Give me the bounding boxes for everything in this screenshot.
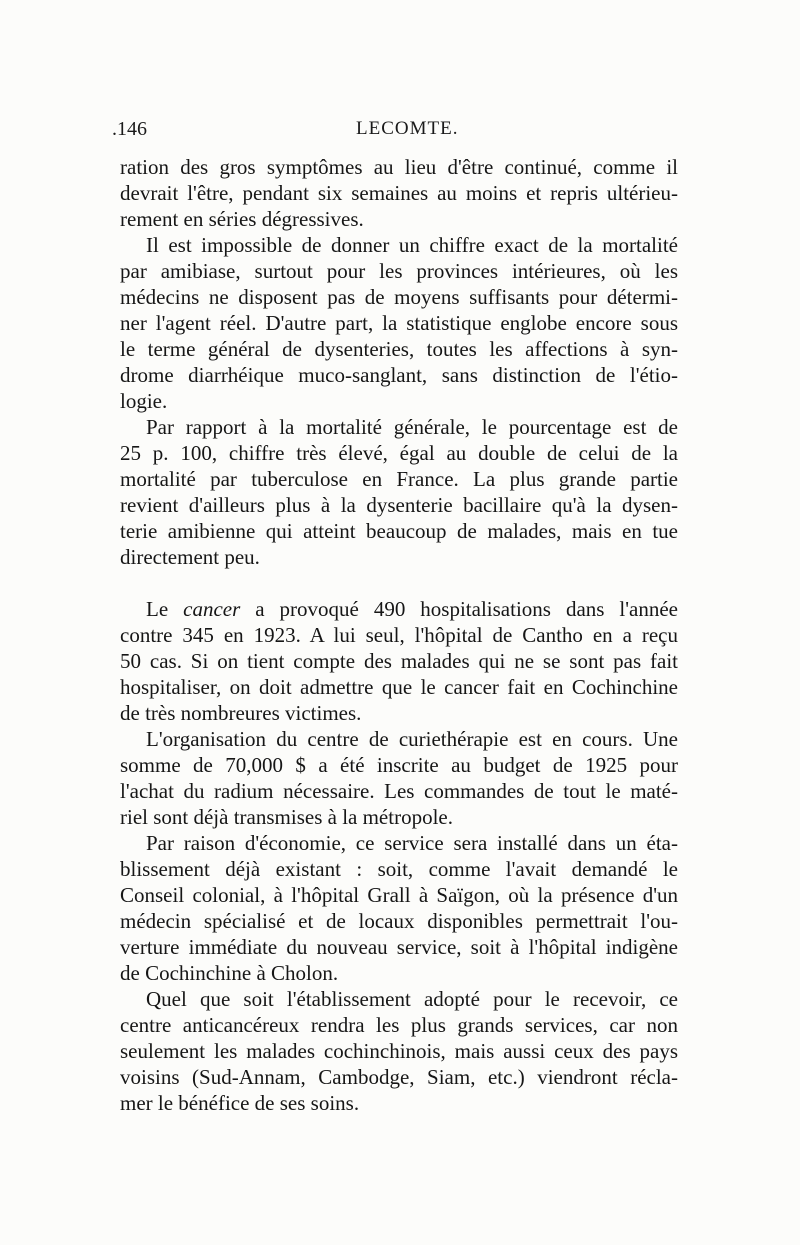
text-line: centre anticancéreux rendra les plus grands services, car non	[120, 1013, 678, 1037]
text-line	[120, 596, 678, 622]
text-line: mer le bénéfice de ses soins.	[120, 1091, 360, 1115]
text-line: 50 cas. Si on tient compte des malades qui ne se sont pas fait	[120, 649, 678, 673]
text-line: Conseil colonial, à l'hôpital Grall à Saïgon, où la présence d'un	[120, 883, 678, 907]
text-line: voisins (Sud-Annam, Cambodge, Siam, etc.) viendront récla-	[120, 1065, 678, 1089]
text-line: médecins ne disposent pas de moyens suffisants pour détermi-	[120, 285, 678, 309]
text-line: devrait l'être, pendant six semaines au moins et repris ultérieu-	[120, 181, 678, 205]
text-line: de très nombreures victimes.	[120, 701, 362, 725]
text-line: 25 p. 100, chiffre très élevé, égal au double de celui de la	[120, 441, 678, 465]
text-line: médecin spécialisé et de locaux disponibles permettrait l'ou-	[120, 909, 678, 933]
text-line: hospitaliser, on doit admettre que le cancer fait en Cochinchine	[120, 675, 678, 699]
text-line: verture immédiate du nouveau service, soit à l'hôpital indigène	[120, 935, 678, 959]
emphasis-cancer: cancer	[183, 597, 241, 621]
text-fragment: Le	[146, 597, 184, 621]
text-line: drome diarrhéique muco-sanglant, sans distinction de l'étio-	[120, 363, 678, 387]
text-line: Par rapport à la mortalité générale, le pourcentage est de	[146, 415, 678, 439]
text-line: mortalité par tuberculose en France. La plus grande partie	[120, 467, 678, 491]
text-line: riel sont déjà transmises à la métropole.	[120, 805, 453, 829]
text-line: directement peu.	[120, 545, 260, 569]
text-line: revient d'ailleurs plus à la dysenterie bacillaire qu'à la dysen-	[120, 493, 678, 517]
text-fragment: a provoqué 490 hospitalisations dans l'année	[240, 597, 678, 621]
text-line: Il est impossible de donner un chiffre exact de la mortalité	[146, 233, 678, 257]
paragraph-installation	[120, 830, 678, 986]
paragraph-curietherapie	[120, 726, 678, 830]
paragraph-cancer	[120, 596, 678, 726]
text-line: ration des gros symptômes au lieu d'être continué, comme il	[120, 155, 678, 179]
text-line: contre 345 en 1923. A lui seul, l'hôpital de Cantho en a reçu	[120, 623, 678, 647]
text-line: par amibiase, surtout pour les provinces intérieures, où les	[120, 259, 678, 283]
text-line: l'achat du radium nécessaire. Les commandes de tout le maté-	[120, 779, 678, 803]
text-line: terie amibienne qui atteint beaucoup de malades, mais en tue	[120, 519, 678, 543]
text-line: Par raison d'économie, ce service sera installé dans un éta-	[146, 831, 678, 855]
paragraph-continuation	[120, 154, 678, 232]
body-text	[120, 154, 678, 1116]
running-head	[112, 118, 692, 148]
text-line: le terme général de dysenteries, toutes les affections à syn-	[120, 337, 678, 361]
text-line: ner l'agent réel. D'autre part, la statistique englobe encore sous	[120, 311, 678, 335]
text-line: seulement les malades cochinchinois, mais aussi ceux des pays	[120, 1039, 678, 1063]
paragraph-mortality-rate	[120, 414, 678, 570]
text-line: de Cochinchine à Cholon.	[120, 961, 339, 985]
paragraph-mortality-amibiase	[120, 232, 678, 414]
text-line: logie.	[120, 389, 168, 413]
text-line: Quel que soit l'établissement adopté pour le recevoir, ce	[146, 987, 678, 1011]
text-line: rement en séries dégressives.	[120, 207, 364, 231]
page-number: .146	[112, 118, 147, 140]
text-line: blissement déjà existant : soit, comme l'avait demandé le	[120, 857, 678, 881]
running-title: LECOMTE.	[356, 118, 459, 139]
text-line: somme de 70,000 $ a été inscrite au budget de 1925 pour	[120, 753, 678, 777]
text-line: L'organisation du centre de curiethérapie est en cours. Une	[146, 727, 678, 751]
paragraph-anticancer-centre	[120, 986, 678, 1116]
